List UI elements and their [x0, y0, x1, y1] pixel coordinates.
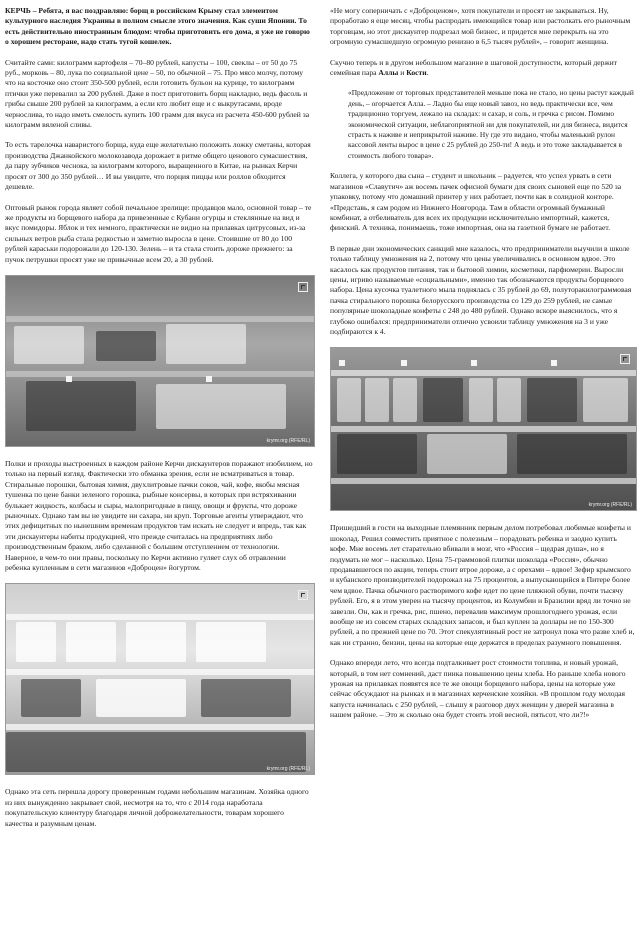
left-column: [5, 6, 313, 839]
paragraph: То есть тарелочка наваристого борща, куда еще желательно положить ложку сметаны, которая производства Джанкойского молокозавода дорожает в ритме общего ценового сумасшествия, да пару зубчиков чеснока, за килограмм которого, выращенного в Китае, на рынках Керчи просят от 300 до 350 рублей… И вы увидите, что порция пиццы или роллов обходится дешевле.: [5, 140, 311, 192]
expand-icon[interactable]: [298, 282, 308, 292]
expand-icon[interactable]: [298, 590, 308, 600]
photo-credit: krymr.org (RFE/RL): [266, 766, 310, 773]
dateline-city: КЕРЧЬ: [5, 6, 31, 15]
person-name: Кости: [406, 68, 427, 78]
photo-credit: krymr.org (RFE/RL): [588, 502, 632, 509]
paragraph: Пришедший в гости на выходные племянник первым делом потребовал любимые конфеты и шоколад. Решил совместить приятное с полезным – порадовать ребенка и заодно купить кофе. Мне восемь лет старательно вбивали в мозг, что «Россия – щедрая душа», но я подумать не мог – насколько. Цена 75-граммовой плитки шоколада «Россия», обычно продававшегося по акции, теперь стоит втрое дороже, а с орехами – вдвое! Зефир крымского и кубанского производителей подорожал на 75 процентов, а выпускающийся в Питере более чем вдвое. Пачка обычного растворимого кофе идет по цене пляжной обуви, почти тысячу рублей. Его, я в этом уверен на тысячу процентов, из Колумбии и Бразилии вряд ли точно не завезли. Он, как и гречка, рис, пшено, перевалив максимум прошлогоднего урожая, если вообще не из совсем старых складских запасов, и был куплен за доллары не по 150-300 рублей, а по прежней цене по 70. Этот спекулятивный рост не затронул пока что разве хлеб и, как ни странно, бензин, цены на которые еще держатся в пределах разумного повышения.: [330, 523, 635, 647]
paragraph: Считайте сами: килограмм картофеля – 70–80 рублей, капусты – 100, свеклы – от 50 до 75 руб., морковь – 80, лука по социальной цене – 50, по обычной – 75. Про мясо молчу, потому что на косточке оно стоит 350-500 рублей, если готовить бульон на курице, то килограмм птички уже перевалил за 200 рублей. Даже в пост приготовить борщ накладно, ведь фасоль и грибы свыше 200 рублей за килограмм, а если кто любит еще и с выкрутасами, вроде чернослива, то надо иметь смелость купить 100 грамм для вкуса из расчета 450-600 рублей за килограмм вяленой сливы.: [5, 57, 310, 130]
person-name: Аллы: [378, 68, 399, 78]
market-photo: [5, 275, 315, 447]
paragraph: В первые дни экономических санкций мне казалось, что предприниматели выучили в школе только таблицу умножения на 2, потому что цены увеличивались в основном вдвое. Это касалось как продуктов питания, так и бытовой химии, косметики, парфюмерии. Выросли цены, игриво называемые «социальными», именно так обозначаются продукты борщевого набора. Цена кусочка туалетного мыла поднялась с 35 рублей до 69, полуторакилограммовая пачка стирального порошка белорусского производства со 129 до 259 рублей, не самые популярные шоколадные конфеты с 248 до 480 рублей. Однако вскоре выяснилось, что я глубоко ошибался: предприниматели отлично усвоили таблицу умножения на 3 и уже подбираются к 4.: [330, 243, 632, 336]
photo-credit: krymr.org (RFE/RL): [266, 437, 310, 444]
lead-text: – Ребята, я вас поздравляю: борщ в российском Крыму стал элементом культурного наследия Украины в полном смысле этого значения. Как суши Японии. То есть действительно иностранным блюдом: чтобы приготовить его дома, я уже не говорю о хорошем ресторане, надо стать тугой кошелек.: [5, 6, 310, 47]
expand-icon[interactable]: [620, 354, 630, 364]
blockquote: «Предложение от торговых представителей меньше пока не стало, но цены растут каждый день, – огорчается Алла. – Ладно бы еще новый завоз, но ведь практически все, чем традиционно торгуем, лежало на складах: и сахар, и соль, и гречка с рисом. Помимо экономической ситуации, неблагоприятной ни для покупателей, ни для бизнеса, видится страсть к наживе и неприкрытой наживе. Ну где это видано, чтобы маленький рулон кассовой ленты вырос в цене с 25 рублей до 250-ти! А ведь и это тоже закладывается в стоимость любого товара».: [348, 88, 634, 160]
paragraph: Полки и проходы выстроенных в каждом районе Керчи дискаунтеров поражают изобилием, но только на первый взгляд. Фактически это обманка зрения, если не всматриваться в товар. Стиральные порошки, бытовая химия, двухлитровые пачки соков, чай, кофе, якобы мясная тушенка по цене банки зеленого горошка, рыбные консервы, в которых при встряхивании булькает жидкость, колбасы и сыры, малопригодные в пищу, овощи и фрукты, что дороже рыночных. Однако там вы не увидите ни сахара, ни круп. Торговые агенты утверждают, что этих дефицитных по нынешним временам продуктов там искать не следует и впредь, так как эти дискаунтеры набиты продукцией, что прежде считалась на предприятиях либо производственным браком, либо сделанной с большим отступлением от технологии. Наверное, в чем-то они правы, поскольку по Керчи активно гуляет слух об отравлении ребенка купленным в сети магазинов «Доброцен» йогуртом.: [5, 458, 313, 572]
paragraph: Однако впереди лето, что всегда подталкивает рост стоимости топлива, и новый урожай, который, в том нет сомнений, даст пинка повышению цены хлеба. Но раньше хлеба нового урожая на прилавках появятся все те же овощи борщевого набора, цены на которые уже сейчас обсуждают на рынках и в магазинах керченские хозяйки. «В прошлом году молодая капуста начиналась с 250 рублей, – слышу я разговор двух женщин у дверей магазина в нашем районе. – Это ж сколько она будет стоить этой весной, пятьсот, что ли?!»: [330, 658, 626, 720]
paragraph: Оптовый рынок города являет собой печальное зрелище: продавцов мало, основной товар – те же продукты из борщевого набора да привезенные с Кубани огурцы и стеклянные на вид и вкус помидоры. Яблок и тех немного, практически не видно на прилавках цитрусовых, из-за сильных ветров рыба стала редкостью и заметно выросла в цене. Стоившие от 80 до 100 рублей караськи подорожали до 120-130. Зелень – и та стала стоить дороже прежнего: за пучок петрушки просят уже не привычные всем 20, а 30 рублей.: [5, 202, 312, 264]
paragraph: Коллега, у которого два сына – студент и школьник – радуется, что успел урвать в сети магазинов «Славутич» аж восемь пачек офисной бумаги для своих сыновей еще по 520 за упаковку, потому что домашний принтер у них работает, почти как в солидной конторе. «Представь, я сам родом из Нижнего Новгорода. Там в области огромный бумажный комбинат, а отбеливатель для всех их продукции исключительно импортный, кажется, финский. А техника, понимаешь, тоже импортная, она на газетной бумаге не работает.: [330, 171, 622, 233]
dairy-shelf-photo: [5, 583, 315, 775]
store-shelf-photo: [330, 347, 637, 511]
right-column: [330, 6, 635, 731]
paragraph: «Не могу соперничать с «Доброценом», хотя покупатели и просят не закрываться. Ну, проработаю я еще месяц, чтобы распродать имеющийся товар или растолкать его рыночным торговцам, но этот дискаунтер подрезал мой бизнес, и придется мне перекрыть на это огромную сумасшедшую огромную ренизно в 6,5 тысяч рублей», – говорит женщина.: [330, 6, 631, 47]
paragraph: Однако эта сеть перешла дорогу проверенным годами небольшим магазинам. Хозяйка одного из них вынужденно закрывает свой, несмотря на то, что с 2014 года наработала покупательскую клиентуру благодаря личной доброжелательности, товарам хорошего качества и разумным ценам.: [5, 787, 309, 828]
paragraph: Скучно теперь и в другом небольшом магазине в шаговой доступности, который держит семейная пара Аллы и Кости.: [330, 57, 617, 78]
lead-paragraph: [5, 6, 313, 48]
